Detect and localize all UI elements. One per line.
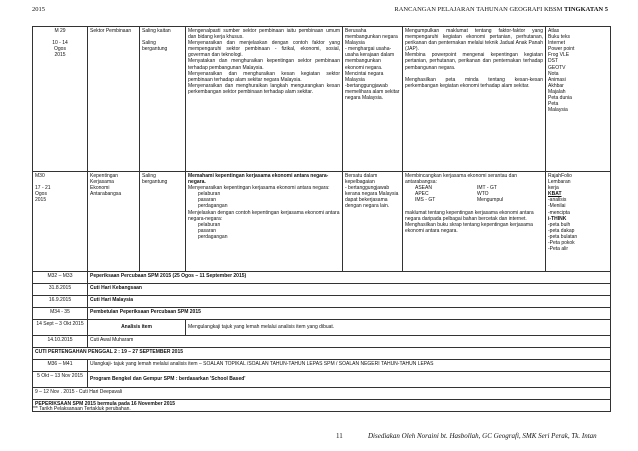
unit-line: Antarabangsa (90, 191, 122, 198)
footnote: *** Tarikh Pelaksanaan Tertakluk perubahan. (32, 406, 131, 412)
organisation-item: ASEAN (415, 185, 432, 192)
event-text: Cuti Hari Kebangsaan (88, 284, 611, 296)
deepavali-row (33, 388, 611, 400)
activity-item: Mengumpulkan maklumat tentang faktor-faktor yang mempengaruhi kegiatan ekonomi pertanian, perhutanan, perikanan dan penternakan melalui teknik Jadual Anak Panah (JAP). (405, 28, 543, 53)
resource-item: kerja (548, 185, 559, 192)
resource-item: -peta bulatan (548, 233, 578, 240)
week-line: M 29 (54, 28, 66, 34)
week-cell (33, 172, 88, 272)
revision-row (33, 360, 611, 372)
resource-item: -peta buih (548, 221, 571, 228)
outcome-item: Menyenaraikan dan menghuraikan langkah mengurangkan kesan perkembangan sektor pembinaan terhadap alam sekitar. (188, 82, 340, 95)
spm-text: PEPERIKSAAN SPM 2015 bermula pada 16 November 2015 (33, 400, 611, 412)
event-row (33, 320, 611, 336)
resource-item: Power point (548, 46, 575, 53)
topic-line: Saling kaitan (142, 28, 171, 34)
resource-item: Buku teks (548, 34, 570, 41)
resource-item: Peta dunia (548, 95, 572, 102)
topic-line: bergantung (142, 179, 168, 186)
value-item: - bertanggungjawab kerana negara Malaysia dapat bekerjasama dengan negara lain. (345, 185, 399, 210)
resources-cell (546, 172, 611, 272)
week-line: Ogos (35, 191, 47, 198)
outcome-sub: pasaran (198, 227, 217, 234)
outcomes-cell (186, 27, 343, 172)
unit-line: Kepentingan (90, 173, 119, 179)
activities-cell (403, 27, 546, 172)
activities-cell (403, 172, 546, 272)
event-week: 16.9.2015 (33, 296, 88, 308)
resource-item: GEOTV (548, 64, 566, 71)
outcomes-cell (186, 172, 343, 272)
revision-text: Ulangkaji- tajuk yang lemah melalui analisis item – SOALAN TOPIKAL /SOALAN TAHUN-TAHUN LEPAS SPM / SOALAN NEGERI TAHUN-TAHUN LEPAS (88, 360, 611, 372)
topic-line: Saling (142, 173, 156, 179)
page-number: 11 (336, 432, 343, 440)
topic-cell (140, 172, 186, 272)
activity-item: Membina powerpoint mengenai kepentingan kegiatan pertanian, perhutanan, perikanan dan penternakan terhadap pembangunan negara. (405, 52, 543, 71)
event-text: Mengulangkaji tajuk yang lemah melalui analisis item yang dibuat. (186, 320, 611, 336)
event-text: Pembetulan Peperiksaan Percubaan SPM 2015 (88, 308, 611, 320)
value-item: Bersatu dalam kepelbagaian (345, 173, 378, 186)
resource-item: -Peta alir (548, 246, 569, 253)
outcome-sub: perdagangan (198, 203, 228, 210)
value-item: Mencintai negara Malaysia (345, 70, 384, 83)
resource-item: i-THINK (548, 215, 567, 222)
week-line: 10 - 14 (52, 40, 68, 47)
activity-item: Menghasilkan buku skrap tentang kepentingan kerjasama ekonomi antara negara. (405, 221, 533, 234)
values-cell (343, 172, 403, 272)
program-week: 5 Okt – 13 Nov 2015 (33, 372, 88, 388)
organisation-item: Mengumpul (477, 197, 504, 204)
resource-item: -analisis (548, 197, 567, 204)
resource-item: Akhbar (548, 82, 564, 89)
organisation-list (405, 185, 543, 203)
event-week: 31.8.2015 (33, 284, 88, 296)
outcome-intro: Menyenaraikan kepentingan kerjasama ekonomi antara negara: (188, 185, 330, 192)
value-item: Berusaha membangunkan negara Malaysia (345, 28, 398, 47)
value-item: - menghargai usaha-usaha kerajaan dalam membangunkan ekonomi negara. (345, 46, 395, 71)
activity-intro: Membincangkan kerjasama ekonomi serantau dan antarabangsa: (405, 173, 518, 186)
topic-line: bergantung (142, 46, 168, 53)
header-title: RANCANGAN PELAJARAN TAHUNAN GEOGRAFI KBSM TINGKATAN 5 (394, 6, 608, 13)
resource-item: Malaysia (548, 107, 568, 114)
resource-item: Majalah (548, 88, 566, 95)
unit-line: Kerjasama (90, 179, 114, 186)
event-row (33, 336, 611, 348)
header-form: TINGKATAN 5 (564, 6, 608, 13)
organisation-item: IMS - GT (415, 197, 436, 204)
outcome-item: Menyatakan dan menghuraikan kepentingan sektor pembinaan terhadap pembangunan Malaysia. (188, 58, 340, 71)
event-row (33, 272, 611, 284)
program-text: Program Bengkel dan Gempur SPM : berdasarkan 'School Based' (88, 372, 611, 388)
week-cell (33, 27, 88, 172)
resource-item: -peta dakap (548, 227, 575, 234)
unit-line: Ekonomi (90, 185, 110, 192)
organisation-item: APEC (415, 191, 429, 198)
activity-item: maklumat tentang kepentingan kerjasama ekonomi antara negara daripada pelbagai bahan bercetak dan internet. (405, 209, 534, 222)
event-row (33, 284, 611, 296)
organisation-item: WTO (477, 191, 489, 198)
values-cell (343, 27, 403, 172)
header-year: 2015 (32, 6, 45, 13)
resource-item: Frog VLE (548, 52, 570, 59)
event-text: Cuti Hari Malaysia (88, 296, 611, 308)
page-header (32, 6, 608, 20)
resource-item: Animasi (548, 76, 566, 83)
resource-item: Nota (548, 70, 559, 77)
event-row (33, 296, 611, 308)
outcome-sub: perdagangan (198, 233, 228, 240)
resource-item: Peta (548, 101, 559, 108)
outcome-sub: pelaburan (198, 191, 221, 198)
table-row-m30 (33, 172, 611, 272)
resource-item: RajahFolio (548, 173, 572, 179)
outcome-item: Menyenaraikan dan menghuraikan kesan kegiatan sektor pembinaan terhadap alam sekitar negara Malaysia. (188, 70, 340, 83)
week-line: M30 (35, 173, 45, 179)
outcome-sub: pelaburan (198, 221, 221, 228)
topic-line: Saling (142, 40, 156, 47)
author-credit: Disediakan Oleh Noraini bt. Hasbollah, GC Geografi, SMK Seri Perak, Tk. Intan (368, 432, 597, 440)
resource-item: Internet (548, 40, 565, 47)
event-week: 14.10.2015 (33, 336, 88, 348)
deepavali-text: 9 – 12 Nov . 2015 - Cuti Hari Deepavali (33, 388, 611, 400)
resource-item: KBAT (548, 191, 562, 198)
value-item: -bertanggungjawab memelihara alam sekitar negara Malaysia. (345, 82, 400, 102)
resource-item: -mencipta (548, 209, 570, 216)
holiday-text: CUTI PERTENGAHAN PENGGAL 2 : 19 – 27 SEPTEMBER 2015 (33, 348, 611, 360)
organisation-item: IMT - GT (477, 185, 497, 192)
event-text: Cuti Awal Muharam (88, 336, 611, 348)
week-line: Ogos (54, 46, 66, 53)
resource-item: -Menilai (548, 203, 566, 210)
outcome-sub: pasaran (198, 197, 217, 204)
event-label: Analisis item (88, 320, 186, 336)
outcome-item: Mengenalpasti sumber sektor pembinaan iaitu pembinaan umum dan bidang kerja khusus. (188, 28, 340, 41)
resource-item: Lembaran (548, 179, 571, 186)
unit-cell (88, 172, 140, 272)
table-row-m29 (33, 27, 611, 172)
resources-cell (546, 27, 611, 172)
resource-item: Atlas (548, 28, 560, 34)
event-text: Peperiksaan Percubaan SPM 2015 (25 Ogos – 11 September 2015) (88, 272, 611, 284)
outcome-lead: Memahami kepentingan kerjasama ekonomi antara negara-negara. (188, 173, 329, 186)
outcome-item: Menyenaraikan dan menjelaskan dengan contoh faktor yang mempengaruhi sektor pembinaan - fizikal, ekonomi, sosial, goverman dan teknologi. (188, 40, 340, 59)
activity-item: Menghasilkan peta minda tentang kesan-kesan perkembangan kegiatan ekonomi terhadap alam sekitar. (405, 76, 543, 89)
resource-item: DST (548, 58, 558, 65)
revision-week: M36 – M41 (33, 360, 88, 372)
unit-cell: Sektor Pembinaan (88, 27, 140, 172)
holiday-row (33, 348, 611, 360)
week-line: 2015 (54, 52, 66, 59)
week-line: 2015 (35, 197, 47, 204)
event-week: M32 – M33 (33, 272, 88, 284)
program-row (33, 372, 611, 388)
week-line: 17 - 21 (35, 185, 51, 192)
topic-cell (140, 27, 186, 172)
event-week: 14 Sept – 3 Okt 2015 (33, 320, 88, 336)
resource-item: -Peta pokok (548, 240, 575, 247)
lesson-plan-table (32, 26, 611, 412)
organisation-col-right (477, 185, 503, 203)
outcome-intro: Menjelaskan dengan contoh kepentingan kerjasama ekonomi antara negara-negara: (188, 209, 340, 222)
event-row (33, 308, 611, 320)
organisation-col-left (415, 185, 477, 203)
event-week: M34 - 35 (33, 308, 88, 320)
